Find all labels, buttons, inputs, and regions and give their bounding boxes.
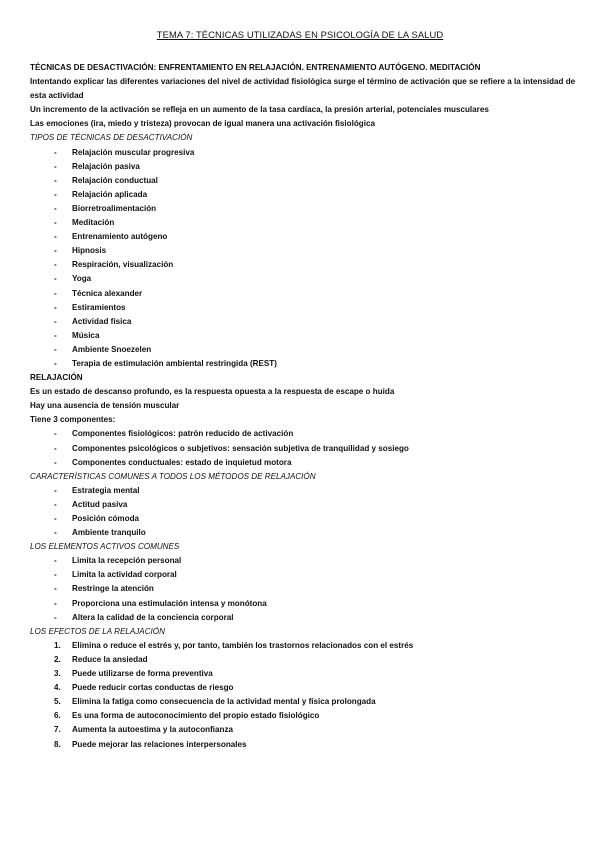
item-text: Relajación muscular progresiva xyxy=(72,147,195,157)
bullet-item xyxy=(30,526,580,540)
bullet-item xyxy=(30,146,580,160)
item-text: Entrenamiento autógeno xyxy=(72,232,168,242)
paragraph: Un incremento de la activación se refleja en un aumento de la tasa cardíaca, la presión arterial, potenciales musculares xyxy=(30,105,489,115)
item-text: Música xyxy=(72,330,100,340)
paragraph: Es un estado de descanso profundo, es la respuesta opuesta a la respuesta de escape o huida xyxy=(30,387,395,397)
numbered-item xyxy=(30,738,580,752)
subsection-heading: LOS EFECTOS DE LA RELAJACIÓN xyxy=(30,626,165,636)
bullet-marker: - xyxy=(54,556,57,566)
list-number: 5. xyxy=(54,697,61,707)
item-text: Estrategia mental xyxy=(72,485,140,495)
bullet-item xyxy=(30,456,580,470)
bullet-marker: - xyxy=(54,443,57,453)
bullet-marker: - xyxy=(54,316,57,326)
item-text: Relajación pasiva xyxy=(72,161,140,171)
bullet-item xyxy=(30,357,580,371)
bullet-marker: - xyxy=(54,161,57,171)
item-text: Limita la recepción personal xyxy=(72,556,182,566)
bullet-item xyxy=(30,597,580,611)
bullet-marker: - xyxy=(54,457,57,467)
document-body xyxy=(30,61,580,752)
bullet-item xyxy=(30,329,580,343)
list-number: 1. xyxy=(54,640,61,650)
item-text: Componentes psicológicos o subjetivos: sensación subjetiva de tranquilidad y sosiego xyxy=(72,443,409,453)
bullet-marker: - xyxy=(54,246,57,256)
bullet-marker: - xyxy=(54,330,57,340)
item-text: Hipnosis xyxy=(72,246,107,256)
bullet-item xyxy=(30,582,580,596)
bullet-item xyxy=(30,611,580,625)
bullet-item xyxy=(30,442,580,456)
subsection-heading: LOS ELEMENTOS ACTIVOS COMUNES xyxy=(30,542,180,552)
item-text: Aumenta la autoestima y la autoconfianza xyxy=(72,725,234,735)
bullet-marker: - xyxy=(54,344,57,354)
bullet-item xyxy=(30,498,580,512)
bullet-marker: - xyxy=(54,485,57,495)
bullet-item xyxy=(30,258,580,272)
item-text: Posición cómoda xyxy=(72,514,140,523)
list-number: 6. xyxy=(54,711,61,721)
bullet-marker: - xyxy=(54,358,57,368)
bullet-marker: - xyxy=(54,514,57,523)
bullet-marker: - xyxy=(54,232,57,242)
item-text: Actividad física xyxy=(72,316,132,326)
paragraph: Las emociones (ira, miedo y tristeza) provocan de igual manera una activación fisiológica xyxy=(30,119,375,129)
bullet-item xyxy=(30,484,580,498)
item-text: Técnica alexander xyxy=(72,288,143,298)
subsection-heading: CARACTERÍSTICAS COMUNES A TODOS LOS MÉTODOS DE RELAJACIÓN xyxy=(30,471,316,481)
bullet-item xyxy=(30,554,580,568)
item-text: Componentes conductuales: estado de inquietud motora xyxy=(72,457,292,467)
bullet-marker: - xyxy=(54,499,57,509)
bullet-item xyxy=(30,287,580,301)
item-text: Puede reducir cortas conductas de riesgo xyxy=(72,683,234,693)
item-text: Elimina o reduce el estrés y, por tanto, también los trastornos relacionados con el estrés xyxy=(72,640,414,650)
bullet-item xyxy=(30,315,580,329)
numbered-item xyxy=(30,695,580,709)
bullet-item xyxy=(30,202,580,216)
bullet-marker: - xyxy=(54,584,57,594)
section-heading: TÉCNICAS DE DESACTIVACIÓN: ENFRENTAMIENTO EN RELAJACIÓN. ENTRENAMIENTO AUTÓGENO. MEDITACIÓN xyxy=(30,63,481,72)
page-title: TEMA 7: TÉCNICAS UTILIZADAS EN PSICOLOGÍA DE LA SALUD xyxy=(156,29,444,40)
item-text: Puede mejorar las relaciones interpersonales xyxy=(72,739,247,749)
bullet-item xyxy=(30,188,580,202)
paragraph: Tiene 3 componentes: xyxy=(30,415,116,425)
item-text: Respiración, visualización xyxy=(72,260,174,270)
item-text: Reduce la ansiedad xyxy=(72,654,148,664)
item-text: Biorretroalimentación xyxy=(72,203,157,213)
bullet-marker: - xyxy=(54,528,57,538)
item-text: Estiramientos xyxy=(72,302,126,312)
item-text: Ambiente tranquilo xyxy=(72,528,146,538)
list-number: 8. xyxy=(54,739,61,749)
bullet-item xyxy=(30,568,580,582)
list-number: 3. xyxy=(54,669,61,679)
bullet-marker: - xyxy=(54,570,57,580)
bullet-item xyxy=(30,174,580,188)
bullet-marker: - xyxy=(54,260,57,270)
bullet-marker: - xyxy=(54,189,57,199)
numbered-item xyxy=(30,723,580,737)
bullet-item xyxy=(30,244,580,258)
paragraph: Intentando explicar las diferentes variaciones del nivel de actividad fisiológica surge el término de activación que se refiere a la intensidad de esta actividad xyxy=(30,77,576,101)
bullet-item xyxy=(30,230,580,244)
bullet-marker: - xyxy=(54,218,57,228)
item-text: Terapia de estimulación ambiental restringida (REST) xyxy=(72,358,277,368)
bullet-marker: - xyxy=(54,612,57,622)
item-text: Limita la actividad corporal xyxy=(72,570,177,580)
list-number: 2. xyxy=(54,654,61,664)
bullet-marker: - xyxy=(54,429,57,439)
bullet-item xyxy=(30,343,580,357)
numbered-item xyxy=(30,639,580,653)
item-text: Elimina la fatiga como consecuencia de la actividad mental y física prolongada xyxy=(72,697,376,707)
item-text: Yoga xyxy=(72,274,92,284)
bullet-marker: - xyxy=(54,598,57,608)
bullet-item xyxy=(30,301,580,315)
item-text: Restringe la atención xyxy=(72,584,154,594)
bullet-marker: - xyxy=(54,302,57,312)
item-text: Relajación aplicada xyxy=(72,189,148,199)
section-heading: RELAJACIÓN xyxy=(30,373,83,383)
item-text: Altera la calidad de la conciencia corporal xyxy=(72,612,234,622)
bullet-item xyxy=(30,427,580,441)
item-text: Actitud pasiva xyxy=(72,499,128,509)
numbered-item xyxy=(30,667,580,681)
bullet-marker: - xyxy=(54,288,57,298)
numbered-item xyxy=(30,653,580,667)
item-text: Ambiente Snoezelen xyxy=(72,344,152,354)
bullet-marker: - xyxy=(54,147,57,157)
list-number: 4. xyxy=(54,683,61,693)
bullet-marker: - xyxy=(54,203,57,213)
item-text: Proporciona una estimulación intensa y monótona xyxy=(72,598,267,608)
item-text: Relajación conductual xyxy=(72,175,158,185)
subsection-heading: TIPOS DE TÉCNICAS DE DESACTIVACIÓN xyxy=(30,133,193,143)
item-text: Es una forma de autoconocimiento del propio estado fisiológico xyxy=(72,711,320,721)
numbered-item xyxy=(30,709,580,723)
numbered-item xyxy=(30,681,580,695)
bullet-item xyxy=(30,160,580,174)
item-text: Puede utilizarse de forma preventiva xyxy=(72,669,213,679)
item-text: Meditación xyxy=(72,218,115,228)
bullet-item xyxy=(30,512,580,526)
bullet-item xyxy=(30,272,580,286)
list-number: 7. xyxy=(54,725,61,735)
paragraph: Hay una ausencia de tensión muscular xyxy=(30,401,180,411)
item-text: Componentes fisiológicos: patrón reducido de activación xyxy=(72,429,294,439)
bullet-marker: - xyxy=(54,175,57,185)
bullet-marker: - xyxy=(54,274,57,284)
bullet-item xyxy=(30,216,580,230)
